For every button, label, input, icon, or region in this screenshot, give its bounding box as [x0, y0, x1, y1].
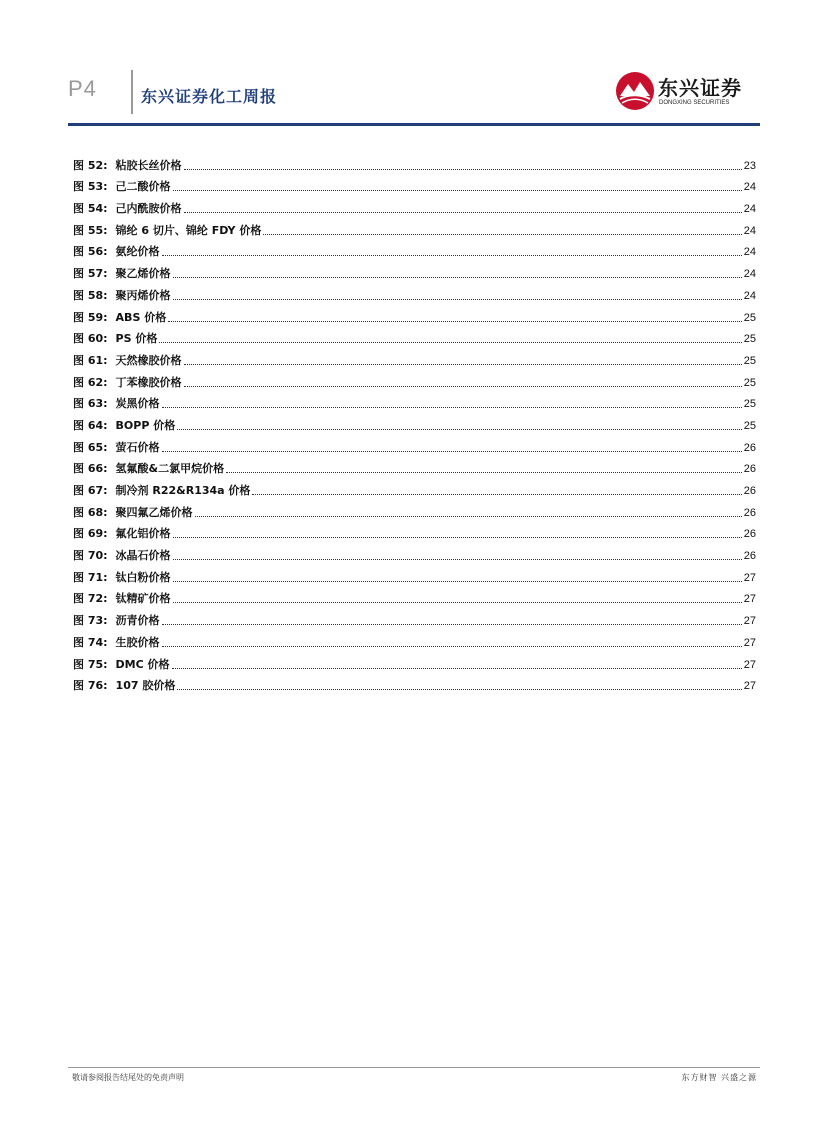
toc-entry-title: PS 价格 [115, 332, 158, 346]
toc-entry[interactable] [73, 303, 756, 325]
toc-entry[interactable] [73, 390, 756, 412]
toc-leader-dots [173, 537, 742, 538]
toc-leader-dots [184, 169, 742, 170]
toc-entry-page: 25 [743, 419, 756, 432]
toc-entry-label: 图 59: [73, 310, 108, 324]
toc-entry-label: 图 74: [73, 635, 108, 649]
toc-entry-title: 钛白粉价格 [115, 570, 171, 584]
toc-entry-label: 图 55: [73, 223, 108, 237]
toc-entry-page: 24 [743, 181, 756, 194]
toc-entry-label: 图 73: [73, 614, 108, 628]
toc-leader-dots [184, 212, 742, 213]
toc-entry-label: 图 70: [73, 549, 108, 563]
toc-entry-label: 图 57: [73, 267, 108, 281]
toc-entry-title: 粘胶长丝价格 [115, 158, 182, 172]
toc-leader-dots [168, 321, 742, 322]
toc-entry-page: 25 [743, 376, 756, 389]
toc-entry-title: 炭黑价格 [115, 397, 160, 411]
toc-entry-label: 图 63: [73, 397, 108, 411]
toc-leader-dots [162, 646, 742, 647]
toc-entry-page: 25 [743, 398, 756, 411]
toc-entry-title: 氢氟酸&二氯甲烷价格 [115, 462, 225, 476]
toc-entry-title: 沥青价格 [115, 614, 160, 628]
toc-entry-title: 制冷剂 R22&R134a 价格 [115, 484, 251, 497]
report-title: 东兴证券化工周报 [141, 87, 278, 106]
page-header [0, 0, 827, 130]
toc-entry[interactable] [73, 628, 756, 650]
toc-entry-title: 冰晶石价格 [115, 549, 171, 563]
toc-leader-dots [184, 386, 742, 387]
toc-entry[interactable] [73, 368, 756, 390]
header-rule [68, 123, 760, 126]
toc-entry-title: 聚丙烯价格 [115, 288, 171, 302]
toc-entry-label: 图 65: [73, 440, 108, 454]
toc-entry-page: 27 [743, 615, 756, 628]
toc-entry-title: BOPP 价格 [115, 418, 176, 432]
toc-entry[interactable] [73, 498, 756, 520]
toc-entry-title: 聚乙烯价格 [115, 267, 171, 281]
toc-entry-page: 23 [743, 159, 756, 172]
logo-text-cn: 东兴证券 [658, 76, 742, 100]
toc-entry-label: 图 67: [73, 484, 108, 497]
toc-entry-label: 图 72: [73, 592, 108, 606]
toc-leader-dots [173, 299, 742, 300]
footer-disclaimer: 敬请参阅报告结尾处的免责声明 [72, 1073, 184, 1082]
toc-entry-label: 图 66: [73, 462, 108, 476]
toc-entry-page: 27 [743, 680, 756, 693]
toc-entry-title: 氟化铝价格 [115, 527, 171, 541]
toc-entry-page: 24 [743, 224, 756, 237]
toc-entry[interactable] [73, 563, 756, 585]
toc-entry[interactable] [73, 476, 756, 498]
toc-leader-dots [162, 407, 742, 408]
toc-entry-label: 图 69: [73, 527, 108, 541]
toc-entry[interactable] [73, 259, 756, 281]
toc-entry-page: 27 [743, 658, 756, 671]
toc-entry[interactable] [73, 650, 756, 672]
toc-entry-title: 萤石价格 [115, 440, 160, 454]
toc-leader-dots [226, 472, 742, 473]
dongxing-logo-icon [614, 70, 656, 112]
toc-entry-label: 图 64: [73, 418, 108, 432]
toc-entry[interactable] [73, 585, 756, 607]
page-number: P4 [68, 76, 97, 101]
toc-entry-page: 26 [743, 550, 756, 563]
toc-entry-page: 24 [743, 268, 756, 281]
logo-text-en: DONGXING SECURITIES [659, 100, 730, 106]
footer-rule [68, 1067, 760, 1068]
toc-entry-title: ABS 价格 [115, 310, 167, 324]
toc-entry-label: 图 60: [73, 332, 108, 346]
toc-entry-title: 己二酸价格 [115, 180, 171, 194]
toc-leader-dots [184, 364, 742, 365]
toc-leader-dots [159, 342, 741, 343]
toc-entry-title: 氨纶价格 [115, 245, 160, 259]
toc-entry-label: 图 56: [73, 245, 108, 259]
toc-entry-title: 锦纶 6 切片、锦纶 FDY 价格 [115, 223, 262, 237]
toc-leader-dots [195, 516, 742, 517]
toc-leader-dots [173, 559, 742, 560]
toc-leader-dots [263, 234, 741, 235]
toc-entry[interactable] [73, 541, 756, 563]
figure-list [73, 151, 756, 693]
toc-entry[interactable] [73, 151, 756, 173]
toc-entry-label: 图 71: [73, 570, 108, 584]
header-divider [131, 70, 133, 114]
toc-entry-title: DMC 价格 [115, 657, 170, 671]
toc-entry[interactable] [73, 606, 756, 628]
toc-entry-title: 聚四氟乙烯价格 [115, 505, 193, 519]
toc-entry-page: 25 [743, 333, 756, 346]
toc-entry-page: 24 [743, 289, 756, 302]
toc-entry[interactable] [73, 433, 756, 455]
toc-leader-dots [173, 277, 742, 278]
toc-leader-dots [162, 624, 742, 625]
toc-entry-label: 图 58: [73, 288, 108, 302]
toc-entry[interactable] [73, 455, 756, 477]
toc-leader-dots [162, 451, 742, 452]
toc-entry-page: 25 [743, 354, 756, 367]
toc-entry-label: 图 53: [73, 180, 108, 194]
toc-leader-dots [162, 255, 742, 256]
toc-leader-dots [173, 602, 742, 603]
toc-entry[interactable] [73, 216, 756, 238]
toc-entry[interactable] [73, 238, 756, 260]
toc-entry-page: 26 [743, 528, 756, 541]
toc-entry-title: 丁苯橡胶价格 [115, 375, 182, 389]
toc-leader-dots [172, 668, 742, 669]
toc-leader-dots [173, 581, 742, 582]
toc-entry-label: 图 75: [73, 657, 108, 671]
toc-entry-title: 生胶价格 [115, 635, 160, 649]
toc-entry-label: 图 62: [73, 375, 108, 389]
toc-entry[interactable] [73, 520, 756, 542]
toc-entry-label: 图 54: [73, 202, 108, 216]
toc-entry-title: 天然橡胶价格 [115, 353, 182, 367]
toc-leader-dots [177, 689, 741, 690]
toc-entry-label: 图 52: [73, 158, 108, 172]
toc-entry[interactable] [73, 281, 756, 303]
toc-entry-title: 己内酰胺价格 [115, 202, 182, 216]
toc-entry-label: 图 68: [73, 505, 108, 519]
toc-entry[interactable] [73, 194, 756, 216]
toc-entry-page: 26 [743, 441, 756, 454]
toc-entry[interactable] [73, 346, 756, 368]
toc-entry-page: 27 [743, 593, 756, 606]
toc-entry-label: 图 61: [73, 353, 108, 367]
toc-entry[interactable] [73, 411, 756, 433]
toc-entry[interactable] [73, 173, 756, 195]
toc-leader-dots [177, 429, 742, 430]
toc-entry-page: 27 [743, 636, 756, 649]
toc-entry-page: 24 [743, 246, 756, 259]
toc-entry-title: 钛精矿价格 [115, 592, 171, 606]
toc-entry-page: 26 [743, 463, 756, 476]
company-logo [614, 70, 744, 114]
toc-leader-dots [252, 494, 741, 495]
toc-entry-page: 25 [743, 311, 756, 324]
toc-entry[interactable] [73, 325, 756, 347]
toc-entry-page: 26 [743, 485, 756, 497]
toc-entry[interactable] [73, 672, 756, 694]
toc-entry-page: 27 [743, 571, 756, 584]
toc-entry-page: 26 [743, 506, 756, 519]
toc-entry-label: 图 76: [73, 679, 108, 693]
footer-slogan: 东方财智 兴盛之源 [681, 1073, 757, 1082]
toc-leader-dots [173, 190, 742, 191]
toc-entry-page: 24 [743, 203, 756, 216]
toc-entry-title: 107 胶价格 [115, 679, 176, 693]
